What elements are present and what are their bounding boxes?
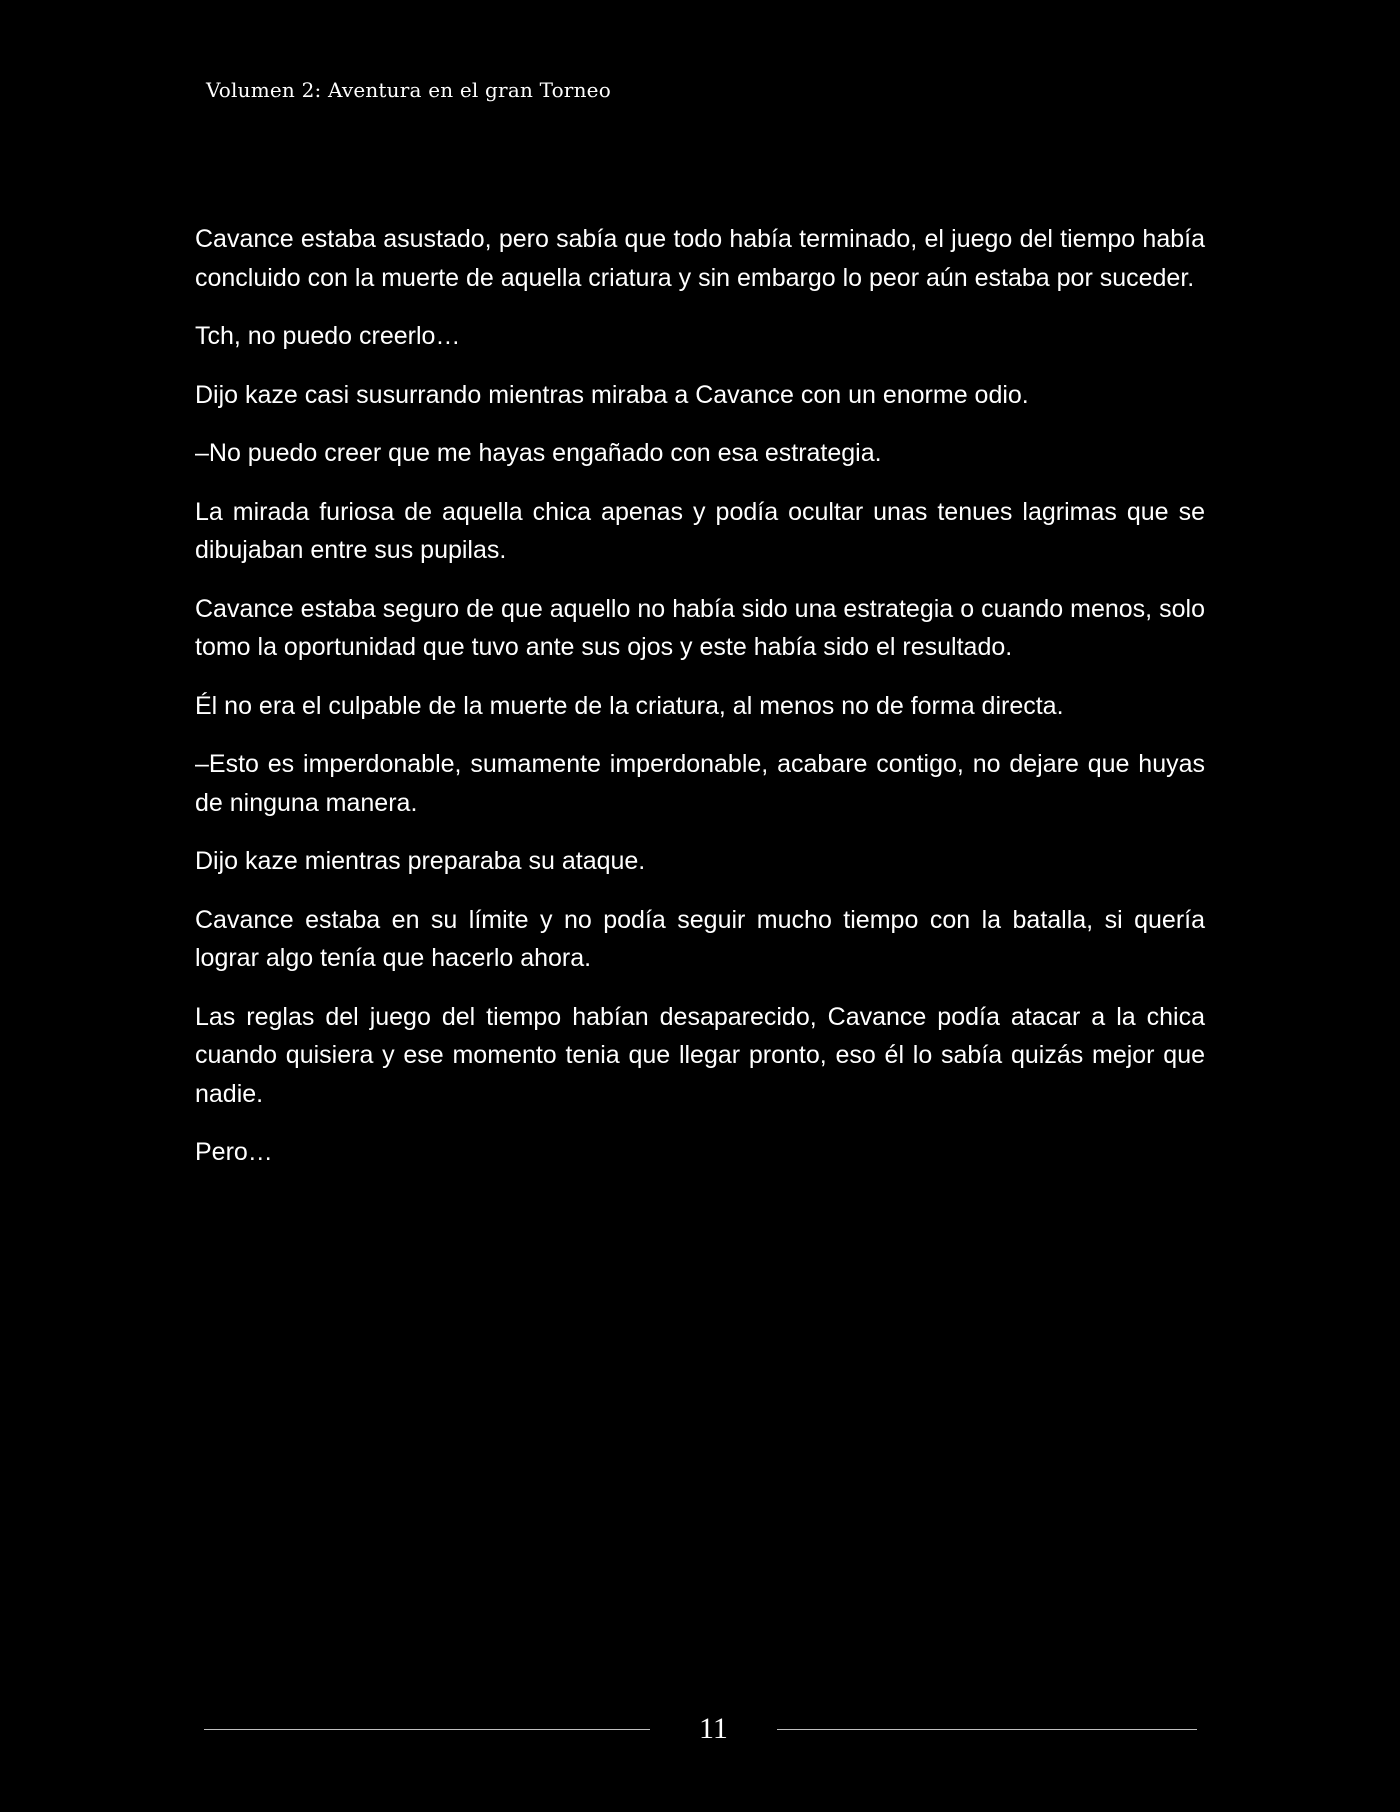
page-number: 11: [699, 1712, 728, 1745]
paragraph: Cavance estaba seguro de que aquello no había sido una estrategia o cuando menos, solo tomo la oportunidad que tuvo ante sus ojos y este había sido el resultado.: [195, 594, 1205, 661]
paragraph: –No puedo creer que me hayas engañado con esa estrategia.: [195, 439, 882, 467]
paragraph: Dijo kaze mientras preparaba su ataque.: [195, 847, 646, 875]
paragraph: Dijo kaze casi susurrando mientras miraba a Cavance con un enorme odio.: [195, 380, 1029, 409]
paragraph: Tch, no puedo creerlo…: [195, 322, 461, 350]
paragraph: La mirada furiosa de aquella chica apenas y podía ocultar unas tenues lagrimas que se dibujaban entre sus pupilas.: [195, 497, 1205, 564]
paragraph: –Esto es imperdonable, sumamente imperdonable, acabare contigo, no dejare que huyas de ninguna manera.: [195, 750, 1205, 817]
page-body: [195, 220, 1205, 1192]
paragraph: Pero…: [195, 1138, 273, 1166]
running-header: Volumen 2: Aventura en el gran Torneo: [206, 78, 611, 102]
footer-divider-left: [204, 1729, 650, 1730]
paragraph: Las reglas del juego del tiempo habían desaparecido, Cavance podía atacar a la chica cuando quisiera y ese momento tenia que llegar pronto, eso él lo sabía quizás mejor que nadie.: [195, 1002, 1205, 1108]
paragraph: Cavance estaba asustado, pero sabía que todo había terminado, el juego del tiempo había concluido con la muerte de aquella criatura y sin embargo lo peor aún estaba por suceder.: [195, 225, 1205, 292]
paragraph: Él no era el culpable de la muerte de la criatura, al menos no de forma directa.: [195, 691, 1064, 720]
footer-divider-right: [777, 1729, 1197, 1730]
paragraph: Cavance estaba en su límite y no podía seguir mucho tiempo con la batalla, si quería lograr algo tenía que hacerlo ahora.: [195, 905, 1205, 972]
page-footer: [0, 1712, 1400, 1752]
